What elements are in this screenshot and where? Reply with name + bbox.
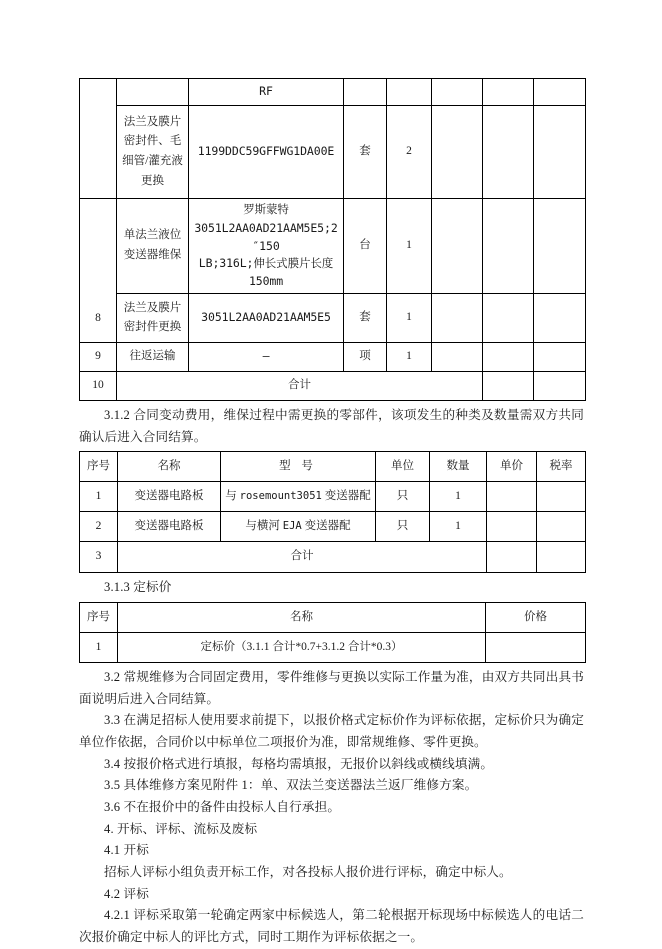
cell-model xyxy=(221,512,376,542)
cell-model xyxy=(189,199,344,294)
cell-seq: 1 xyxy=(80,633,118,663)
cell-model-brand: 罗斯蒙特 xyxy=(243,204,289,216)
cell-model-prefix: 与横河 xyxy=(245,519,283,532)
cell-unit: 台 xyxy=(344,199,387,294)
table-header-row xyxy=(80,603,586,633)
table-row-total xyxy=(80,372,586,401)
cell-total xyxy=(534,106,586,199)
cell-unit: 套 xyxy=(344,294,387,343)
cell-total xyxy=(534,294,586,343)
heading-3-1-3: 3.1.3 定标价 xyxy=(104,580,172,595)
cell-price xyxy=(432,343,483,372)
cell-qty: 1 xyxy=(387,199,432,294)
cell-model-line3: LB;316L;伸长式膜片长度 xyxy=(198,256,334,271)
table-row xyxy=(80,79,586,106)
paragraph-3-1-2: 3.1.2 合同变动费用，维保过程中需更换的零部件，该项发生的种类及数量需双方共同确认后进入合同结算。 xyxy=(79,408,584,444)
paragraph-3-3: 3.3 在满足招标人使用要求前提下，以报价格式定标价作为评标依据，定标价只为确定单位作依据，合同价以中标单位二项报价为准，即常规维修、零件更换。 xyxy=(79,713,584,749)
cell-price xyxy=(487,482,537,512)
cell-seq: 2 xyxy=(80,512,118,542)
cell-name: 变送器电路板 xyxy=(118,482,221,512)
cell-qty: 1 xyxy=(430,512,487,542)
cell-model: 3051L2AA0AD21AAM5E5 xyxy=(189,294,344,343)
table-header-row xyxy=(80,452,586,482)
cell-model-code: EJA xyxy=(282,519,302,532)
paragraph-3-2: 3.2 常规维修为合同固定费用，零件维修与更换以实际工作量为准，由双方共同出具书面说明后进入合同结算。 xyxy=(79,670,584,706)
cell-price xyxy=(486,633,586,663)
cell-tax xyxy=(537,542,586,573)
variable-cost-table xyxy=(79,451,586,573)
cell-tax xyxy=(483,343,534,372)
cell-name: 往返运输 xyxy=(117,343,189,372)
heading-4-1: 4.1 开标 xyxy=(104,843,149,858)
cell-seq: 10 xyxy=(80,372,117,401)
cell-qty: 1 xyxy=(387,294,432,343)
cell-qty: 1 xyxy=(387,343,432,372)
table-row xyxy=(80,343,586,372)
cell-price xyxy=(432,79,483,106)
paragraph-3-5: 3.5 具体维修方案见附件 1：单、双法兰变送器法兰返厂维修方案。 xyxy=(104,778,478,793)
bid-price-table xyxy=(79,602,586,663)
heading-4-2: 4.2 评标 xyxy=(104,886,149,901)
cell-total xyxy=(534,372,586,401)
table-row xyxy=(80,512,586,542)
cell-seq: 8 xyxy=(80,199,117,343)
header-name: 名称 xyxy=(118,452,221,482)
paragraph-3-6: 3.6 不在报价中的备件由投标人自行承担。 xyxy=(104,799,341,814)
cell-tax xyxy=(483,106,534,199)
cell-model: 1199DDC59GFFWG1DA00E xyxy=(189,106,344,199)
cell-model-code: rosemount3051 xyxy=(239,489,322,502)
cell-price xyxy=(432,199,483,294)
cell-model-suffix: 变送器配 xyxy=(321,489,371,502)
table-row xyxy=(80,294,586,343)
header-price: 价格 xyxy=(486,603,586,633)
cell-unit: 只 xyxy=(376,482,430,512)
cell-tax xyxy=(537,512,586,542)
cell-total-label: 合计 xyxy=(118,542,487,573)
cell-model-suffix: 变送器配 xyxy=(301,519,351,532)
cell-tax xyxy=(483,79,534,106)
paragraph-3-4: 3.4 按报价格式进行填报，每格均需填报，无报价以斜线或横线填满。 xyxy=(104,756,494,771)
cell-name: 法兰及膜片密封件、毛细管/灌充液更换 xyxy=(117,106,189,199)
header-seq: 序号 xyxy=(80,452,118,482)
cell-total xyxy=(534,199,586,294)
cell-total-label: 合计 xyxy=(117,372,483,401)
cell-tax xyxy=(537,482,586,512)
cell-total xyxy=(534,343,586,372)
header-seq: 序号 xyxy=(80,603,118,633)
cell-qty xyxy=(387,79,432,106)
header-tax: 税率 xyxy=(537,452,586,482)
cell-model-prefix: 与 xyxy=(225,489,240,502)
table-row-total xyxy=(80,542,586,573)
header-price: 单价 xyxy=(487,452,537,482)
maintenance-fee-table xyxy=(79,78,586,401)
cell-model-line4: 150mm xyxy=(248,274,284,289)
cell-tax xyxy=(483,199,534,294)
cell-tax xyxy=(483,372,534,401)
paragraph-4-1-body: 招标人评标小组负责开标工作，对各投标人报价进行评标，确定中标人。 xyxy=(104,864,512,879)
header-name: 名称 xyxy=(118,603,486,633)
cell-seq xyxy=(80,79,117,199)
cell-price xyxy=(432,106,483,199)
table-row xyxy=(80,633,586,663)
cell-qty: 1 xyxy=(430,482,487,512)
cell-seq: 9 xyxy=(80,343,117,372)
cell-price xyxy=(487,542,537,573)
cell-unit: 项 xyxy=(344,343,387,372)
cell-name xyxy=(117,79,189,106)
cell-model: – xyxy=(189,343,344,372)
cell-seq: 3 xyxy=(80,542,118,573)
cell-name: 单法兰液位变送器维保 xyxy=(117,199,189,294)
cell-model-line2: 3051L2AA0AD21AAM5E5;2″150 xyxy=(194,220,338,253)
cell-name: 定标价（3.1.1 合计*0.7+3.1.2 合计*0.3） xyxy=(118,633,486,663)
cell-unit: 套 xyxy=(344,106,387,199)
cell-model: RF xyxy=(189,79,344,106)
heading-4: 4. 开标、评标、流标及废标 xyxy=(104,821,258,836)
cell-name: 变送器电路板 xyxy=(118,512,221,542)
cell-model xyxy=(221,482,376,512)
header-model: 型 号 xyxy=(221,452,376,482)
header-unit: 单位 xyxy=(376,452,430,482)
cell-name: 法兰及膜片密封件更换 xyxy=(117,294,189,343)
cell-tax xyxy=(483,294,534,343)
table-row xyxy=(80,199,586,294)
cell-seq: 1 xyxy=(80,482,118,512)
table-row xyxy=(80,106,586,199)
header-qty: 数量 xyxy=(430,452,487,482)
cell-price xyxy=(487,512,537,542)
cell-unit: 只 xyxy=(376,512,430,542)
cell-unit xyxy=(344,79,387,106)
table-row xyxy=(80,482,586,512)
cell-total xyxy=(534,79,586,106)
cell-qty: 2 xyxy=(387,106,432,199)
cell-price xyxy=(432,294,483,343)
paragraph-4-2-1: 4.2.1 评标采取第一轮确定两家中标候选人，第二轮根据开标现场中标候选人的电话二次报价确定中标人的评比方式，同时工期作为评标依据之一。 xyxy=(79,908,584,944)
